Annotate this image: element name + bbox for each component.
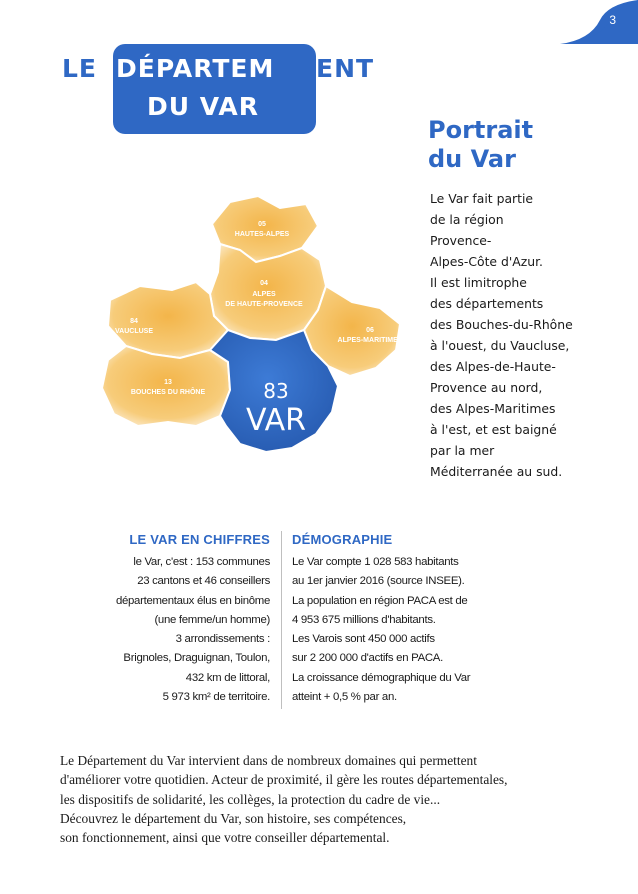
demographie-text [292,553,470,707]
portrait-line: Provence- [430,233,492,248]
map-label-name: ALPES [252,291,276,298]
map-label-code: 04 [260,280,268,287]
chiffres-line: le Var, c'est : 153 communes [133,556,270,568]
intro-line: d'améliorer votre quotidien. Acteur de proximité, il gère les routes départementales, [60,772,508,788]
demographie-line: La population en région PACA est de [292,594,468,607]
intro-paragraph [60,751,600,847]
portrait-line: de la région [430,212,504,227]
demographie-line: Les Varois sont 450 000 actifs [292,633,435,646]
portrait-line: des Alpes-de-Haute- [430,359,556,374]
demographie-line: 4 953 675 millions d'habitants. [292,613,436,626]
chiffres-heading: LE VAR EN CHIFFRES [129,532,270,547]
page-title-part-ent: ENT [316,54,375,83]
map-label-code: 06 [366,327,374,334]
page-title-line2: DU VAR [147,92,260,121]
demographie-heading: DÉMOGRAPHIE [292,532,393,547]
department-map [80,190,425,490]
chiffres-line: 23 cantons et 46 conseillers [137,575,270,588]
portrait-line: Provence au nord, [430,380,543,395]
portrait-line: Il est limitrophe [430,275,527,290]
portrait-line: des départements [430,296,544,311]
chiffres-text [116,553,270,707]
portrait-line: par la mer [430,443,495,458]
portrait-line: Le Var fait partie [430,191,534,206]
intro-line: les dispositifs de solidarité, les collèges, la protection du cadre de vie... [60,791,441,807]
portrait-heading-line: Portrait [428,116,534,144]
map-label-code: 84 [130,318,138,325]
map-label-name: ALPES-MARITIMES [337,337,403,344]
intro-line: son fonctionnement, ainsi que votre conseiller départemental. [60,830,390,846]
map-region-bouches-du-rhone [102,346,230,426]
chiffres-line: départementaux élus en binôme [115,594,270,607]
portrait-heading-line: du Var [428,145,516,173]
map-var-name: VAR [246,403,306,438]
portrait-line: Alpes-Côte d'Azur. [430,254,543,269]
demographie-line: atteint + 0,5 % par an. [292,691,397,704]
page-corner-tab [560,0,638,44]
page-title-part-departem: DÉPARTEM [116,54,275,83]
portrait-line: Méditerranée au sud. [430,464,563,479]
map-label-name: DE HAUTE-PROVENCE [225,301,303,308]
intro-line: Découvrez le département du Var, son histoire, ses compétences, [60,810,407,826]
intro-line: Le Département du Var intervient dans de nombreux domaines qui permettent [60,753,477,768]
map-var-code: 83 [263,379,289,403]
map-label-code: 13 [164,379,172,386]
map-label-name: BOUCHES DU RHÔNE [130,389,206,396]
map-label-name: VAUCLUSE [115,328,153,335]
chiffres-line: Brignoles, Draguignan, Toulon, [123,652,270,665]
demographie-line: La croissance démographique du Var [292,671,471,684]
page-title-part-le: LE [62,54,98,83]
chiffres-line: 3 arrondissements : [175,633,270,646]
chiffres-line: (une femme/un homme) [154,613,270,626]
page-number: 3 [609,13,616,27]
chiffres-line: 5 973 km² de territoire. [162,691,270,704]
map-label-name: HAUTES-ALPES [234,231,290,238]
column-divider [281,531,282,709]
chiffres-line: 432 km de littoral, [185,671,270,684]
map-label-code: 05 [258,221,266,228]
portrait-line: à l'est, et est baigné [430,422,557,437]
portrait-line: des Alpes-Maritimes [430,401,556,416]
demographie-line: Le Var compte 1 028 583 habitants [292,556,459,568]
portrait-line: à l'ouest, du Vaucluse, [430,338,570,353]
portrait-text [430,188,630,482]
portrait-heading [428,116,533,174]
demographie-line: sur 2 200 000 d'actifs en PACA. [292,652,443,665]
demographie-line: au 1er janvier 2016 (source INSEE). [292,575,465,588]
portrait-line: des Bouches-du-Rhône [430,317,573,332]
